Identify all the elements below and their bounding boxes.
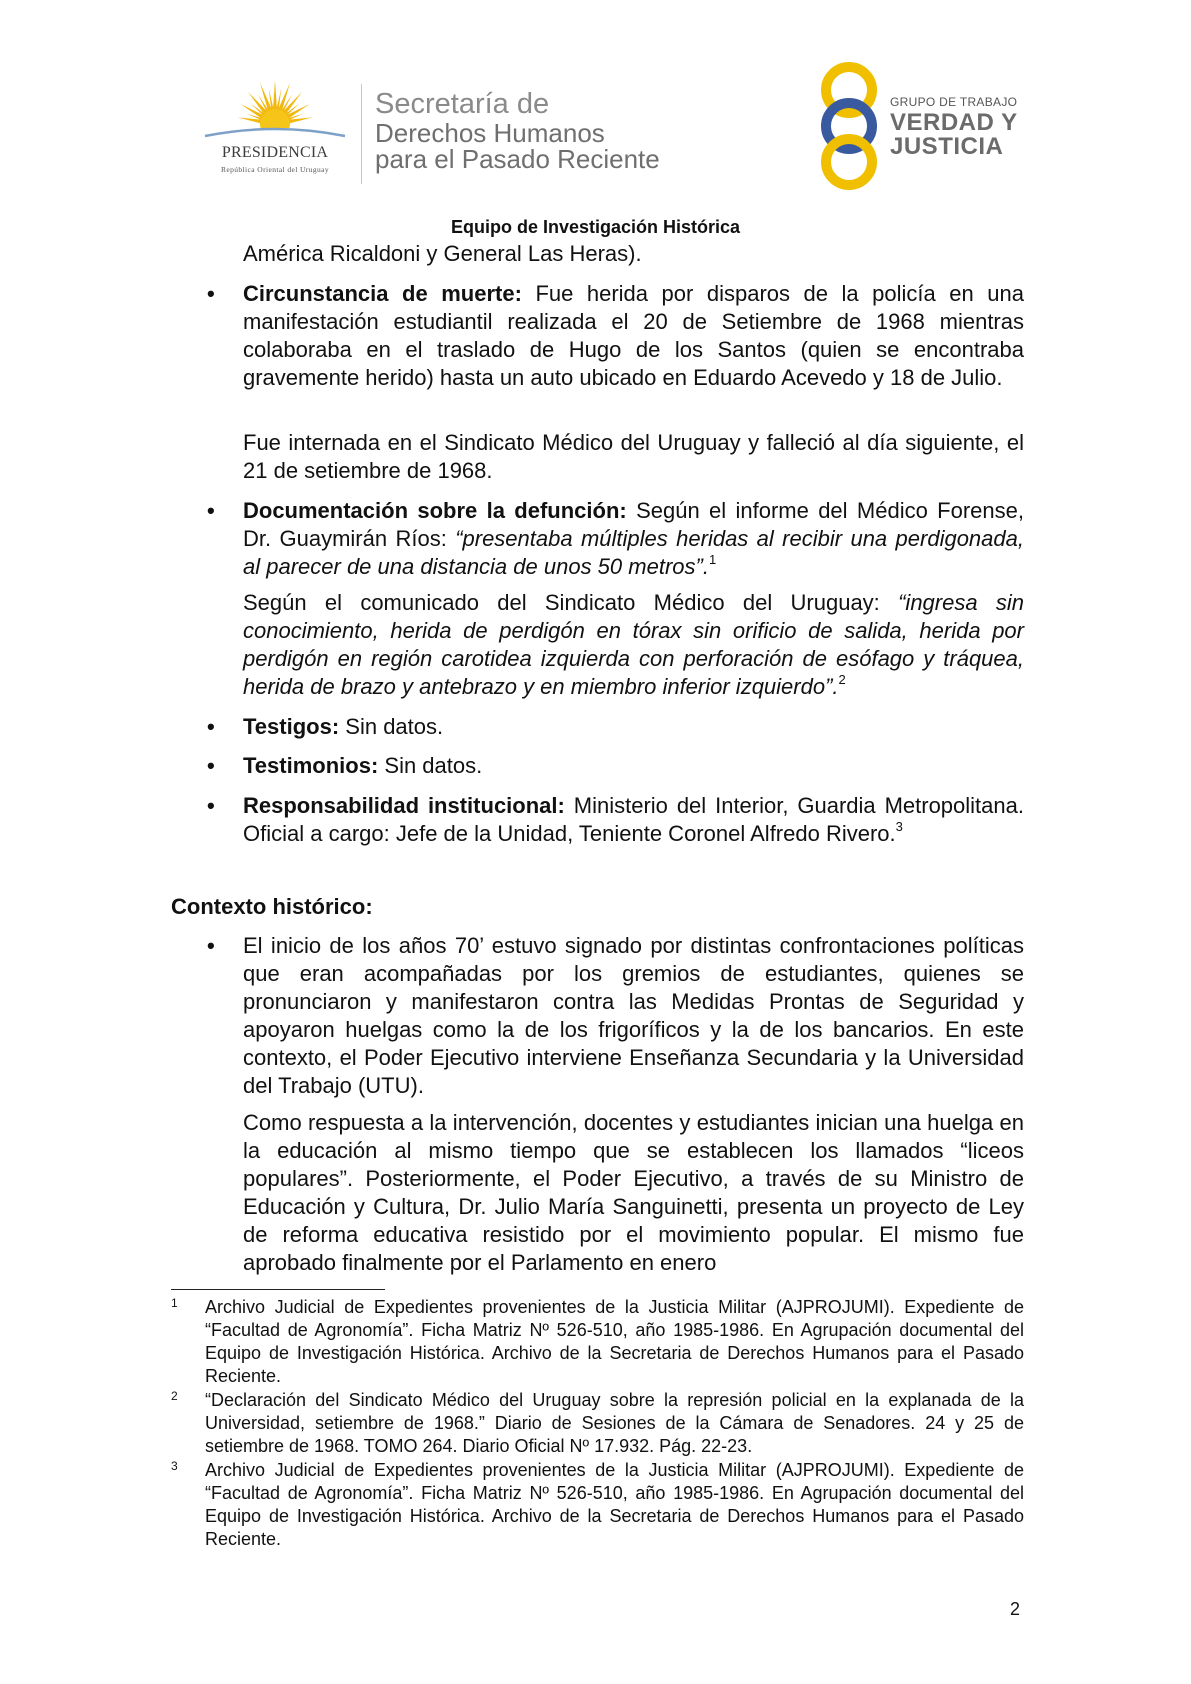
bullet-icon: •	[207, 281, 215, 306]
testimonios-label: Testimonios:	[243, 753, 379, 778]
verdad-justicia-logo	[812, 62, 1032, 190]
presidencia-name: PRESIDENCIA	[221, 144, 329, 161]
contexto-heading: Contexto histórico:	[171, 894, 373, 919]
comunicado-quote: “ingresa sin conocimiento, herida de perdigón en tórax sin orificio de salida, herida por perdigón en región carotidea izquierda con perforación de esófago y tráquea, herida de brazo y antebrazo y en miembro inferior izquierdo”.	[243, 590, 1025, 699]
footnote-2: “Declaración del Sindicato Médico del Uruguay sobre la represión policial en la explanada de la Universidad, setiembre de 1968.” Diario de Sesiones de la Cámara de Senadores. 24 y 25 de setiembre de 1968. TOMO 264. Diario Oficial Nº 17.932. Pág. 22-23.	[205, 1390, 1024, 1456]
documentacion-label: Documentación sobre la defunción:	[243, 498, 627, 523]
circunstancia-item	[243, 280, 1024, 392]
testigos-item	[243, 713, 1024, 741]
presidencia-subtitle: República Oriental del Uruguay	[220, 165, 329, 174]
bullet-icon: •	[207, 753, 215, 778]
circunstancia-label: Circunstancia de muerte:	[243, 281, 522, 306]
footnote-1: Archivo Judicial de Expedientes provenientes de la Justicia Militar (AJPROJUMI). Expediente de “Facultad de Agronomía”. Ficha Matriz Nº 526-510, año 1985-1986. En Agrupación documental del Equipo de Investigación Histórica. Archivo de la Secretaria de Derechos Humanos para el Pasado Reciente.	[205, 1297, 1024, 1386]
contexto-paragraph-2: Como respuesta a la intervención, docentes y estudiantes inician una huelga en la educación al mismo tiempo que se establecen los llamados “liceos populares”. Posteriormente, el Poder Ejecutivo, a través de su Ministro de Educación y Cultura, Dr. Julio María Sanguinetti, presenta un proyecto de Ley de reforma educativa resistido por el movimiento popular. El mismo fue aprobado finalmente por el Parlamento en enero	[243, 1110, 1024, 1275]
continuation-line: América Ricaldoni y General Las Heras).	[243, 241, 642, 266]
header-divider	[361, 84, 362, 184]
secretaria-line-2: Derechos Humanos	[375, 117, 605, 148]
footnote-number-3: 3	[171, 1459, 178, 1473]
footnote-ref-3: 3	[895, 818, 903, 834]
contexto-paragraph-1: El inicio de los años 70’ estuvo signado por distintas confrontaciones políticas que eran acompañadas por los gremios de estudiantes, quienes se pronunciaron y manifestaron contra las Medidas Prontas de Seguridad y apoyaron huelgas como la de los frigoríficos y la de los bancarios. En este contexto, el Poder Ejecutivo interviene Enseñanza Secundaria y la Universidad del Trabajo (UTU).	[243, 933, 1024, 1098]
footnote-number-1: 1	[171, 1296, 178, 1310]
sun-emblem-icon	[195, 78, 355, 144]
footnote-number-2: 2	[171, 1389, 178, 1403]
documentacion-quote: “presentaba múltiples heridas al recibir una perdigonada, al parecer de una distancia de unos 50 metros”.	[243, 526, 1024, 579]
presidencia-logo	[195, 78, 355, 188]
secretaria-line-3: para el Pasado Reciente	[375, 144, 660, 175]
secretaria-line-1: Secretaría de	[375, 88, 550, 120]
verdad-justicia-text	[890, 96, 1018, 159]
responsabilidad-label: Responsabilidad institucional:	[243, 793, 565, 818]
footnote-ref-2: 2	[838, 671, 846, 687]
testimonios-item	[243, 752, 1024, 780]
page-number: 2	[1010, 1599, 1021, 1619]
vj-line-1: VERDAD Y	[890, 109, 1018, 136]
documentacion-text: Según el informe del Médico Forense, Dr. Guaymirán Ríos:	[243, 498, 1024, 551]
circunstancia-paragraph-2: Fue internada en el Sindicato Médico del Uruguay y falleció al día siguiente, el 21 de setiembre de 1968.	[243, 430, 1024, 483]
testigos-label: Testigos:	[243, 714, 340, 739]
comunicado-text: Según el comunicado del Sindicato Médico del Uruguay:	[243, 590, 880, 615]
documentacion-paragraph-2	[243, 589, 1024, 701]
linked-rings-icon	[812, 62, 886, 190]
responsabilidad-item	[243, 792, 1024, 848]
vj-line-2: JUSTICIA	[890, 133, 1004, 160]
testigos-text: Sin datos.	[345, 714, 444, 739]
team-title: Equipo de Investigación Histórica	[450, 217, 741, 237]
bullet-icon: •	[207, 714, 215, 739]
footnote-3: Archivo Judicial de Expedientes provenientes de la Justicia Militar (AJPROJUMI). Expediente de “Facultad de Agronomía”. Ficha Matriz Nº 526-510, año 1985-1986. En Agrupación documental del Equipo de Investigación Histórica. Archivo de la Secretaria de Derechos Humanos para el Pasado Reciente.	[205, 1460, 1024, 1549]
bullet-icon: •	[207, 793, 215, 818]
secretaria-logo-text	[375, 90, 660, 173]
testimonios-text: Sin datos.	[384, 753, 483, 778]
bullet-icon: •	[207, 498, 215, 523]
vj-subtitle: GRUPO DE TRABAJO	[890, 95, 1018, 109]
circunstancia-text: Fue herida por disparos de la policía en una manifestación estudiantil realizada el 20 de Setiembre de 1968 mientras colaboraba en el traslado de Hugo de los Santos (quien se encontraba gravemente herido) hasta un auto ubicado en Eduardo Acevedo y 18 de Julio.	[243, 281, 1025, 390]
documentacion-item	[243, 497, 1024, 581]
footnote-ref-1: 1	[708, 551, 717, 567]
responsabilidad-text: Ministerio del Interior, Guardia Metropolitana. Oficial a cargo: Jefe de la Unidad, Teniente Coronel Alfredo Rivero.	[243, 793, 1024, 846]
footnote-separator	[171, 1289, 385, 1290]
bullet-icon: •	[207, 933, 215, 958]
